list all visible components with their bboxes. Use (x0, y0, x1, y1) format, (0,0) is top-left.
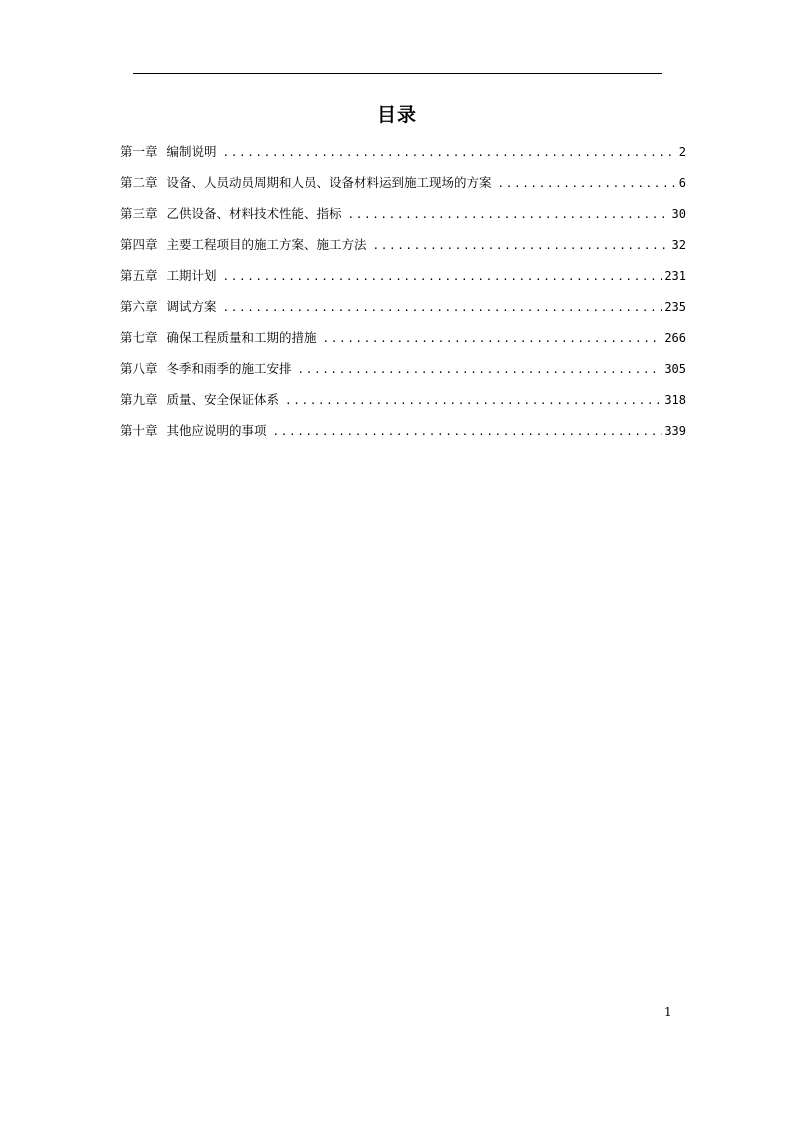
toc-dot-leader (298, 358, 663, 382)
toc-page-number: 231 (664, 269, 686, 283)
toc-page-number: 32 (671, 238, 686, 252)
toc-page-number: 235 (664, 300, 686, 314)
toc-entry-title: 调试方案 (166, 299, 217, 314)
toc-dot-leader (323, 327, 663, 351)
toc-chapter-label: 第四章 (120, 237, 158, 252)
toc-entry[interactable] (120, 171, 686, 202)
toc-entry-title: 冬季和雨季的施工安排 (166, 361, 292, 376)
toc-entry-title: 质量、安全保证体系 (166, 392, 280, 407)
toc-list (120, 140, 686, 450)
toc-entry[interactable] (120, 388, 686, 419)
page-number: 1 (664, 1005, 672, 1019)
toc-chapter-label: 第三章 (120, 206, 158, 221)
toc-dot-leader (498, 172, 677, 196)
toc-page-number: 305 (664, 362, 686, 376)
page-title: 目录 (376, 104, 417, 126)
toc-dot-leader (273, 420, 663, 444)
toc-dot-leader (285, 389, 662, 413)
toc-entry[interactable] (120, 233, 686, 264)
toc-entry-title: 编制说明 (166, 144, 217, 159)
toc-entry[interactable] (120, 357, 686, 388)
toc-page-number: 2 (678, 145, 686, 159)
toc-entry[interactable] (120, 326, 686, 357)
toc-entry[interactable] (120, 202, 686, 233)
toc-chapter-label: 第一章 (120, 144, 158, 159)
toc-entry-title: 乙供设备、材料技术性能、指标 (166, 206, 342, 221)
toc-page-number: 339 (664, 424, 686, 438)
toc-entry-title: 主要工程项目的施工方案、施工方法 (166, 237, 367, 252)
toc-entry-title: 确保工程质量和工期的措施 (166, 330, 317, 345)
header-rule (133, 73, 662, 74)
toc-entry[interactable] (120, 295, 686, 326)
toc-page-number: 318 (664, 393, 686, 407)
toc-entry-title: 工期计划 (166, 268, 217, 283)
toc-entry-title: 其他应说明的事项 (166, 423, 267, 438)
toc-entry[interactable] (120, 419, 686, 450)
toc-dot-leader (223, 296, 663, 320)
toc-chapter-label: 第六章 (120, 299, 158, 314)
toc-chapter-label: 第五章 (120, 268, 158, 283)
toc-chapter-label: 第七章 (120, 330, 158, 345)
toc-page-number: 6 (678, 176, 686, 190)
toc-chapter-label: 第九章 (120, 392, 158, 407)
toc-page-number: 30 (671, 207, 686, 221)
toc-dot-leader (348, 203, 670, 227)
toc-dot-leader (373, 234, 670, 258)
toc-entry-title: 设备、人员动员周期和人员、设备材料运到施工现场的方案 (166, 175, 492, 190)
toc-chapter-label: 第十章 (120, 423, 158, 438)
toc-chapter-label: 第八章 (120, 361, 158, 376)
toc-dot-leader (223, 265, 663, 289)
toc-page-number: 266 (664, 331, 686, 345)
toc-chapter-label: 第二章 (120, 175, 158, 190)
toc-dot-leader (223, 141, 677, 165)
toc-entry[interactable] (120, 140, 686, 171)
toc-entry[interactable] (120, 264, 686, 295)
